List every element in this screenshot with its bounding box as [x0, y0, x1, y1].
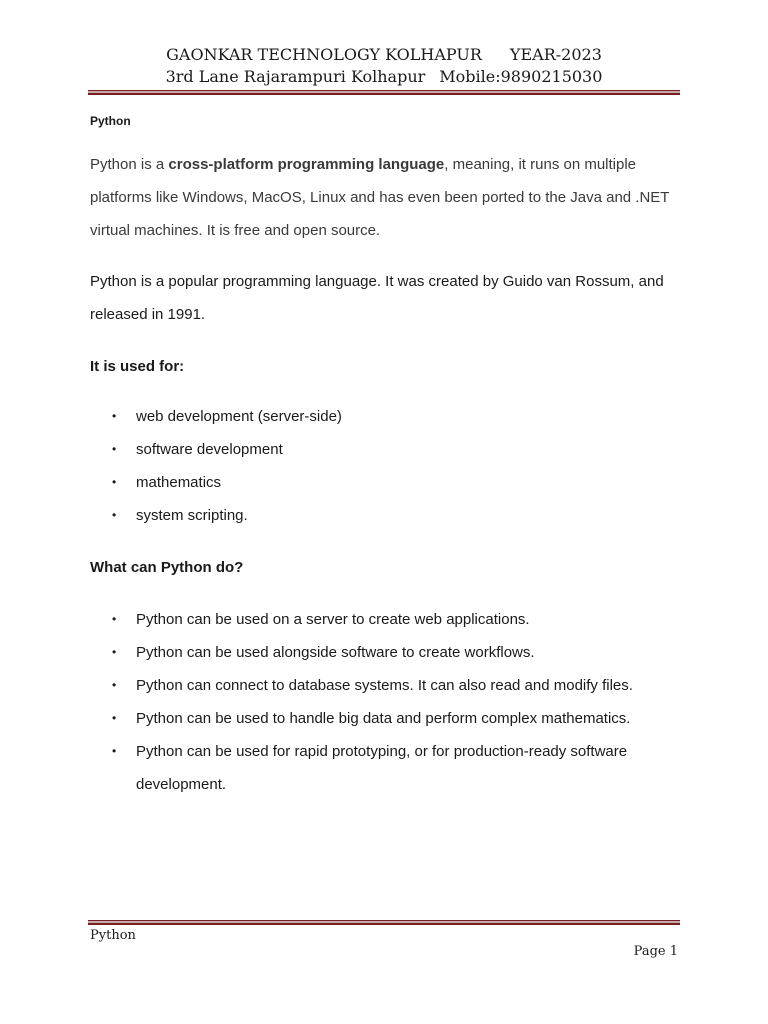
- intro-text-before: Python is a: [90, 156, 169, 173]
- bullet-icon: •: [112, 442, 117, 456]
- intro-paragraph: [90, 148, 690, 247]
- company-mobile: Mobile:9890215030: [439, 67, 603, 86]
- bullet-icon: •: [112, 612, 117, 626]
- page-number: Page 1: [633, 944, 678, 959]
- company-name: GAONKAR TECHNOLOGY KOLHAPUR: [166, 45, 482, 64]
- list-item: [90, 702, 696, 735]
- list-item: [90, 466, 696, 499]
- list-item: [90, 499, 696, 532]
- list-item: [90, 433, 696, 466]
- header-line-2: [0, 66, 768, 88]
- used-for-list-container: [90, 400, 690, 532]
- list-item: [90, 669, 696, 702]
- can-do-list-container: [90, 603, 690, 801]
- header-line-1: [0, 44, 768, 66]
- list-item-text: Python can be used for rapid prototyping, or for production-ready software development.: [136, 743, 628, 793]
- intro-text-after: , meaning, it runs on multiple platforms like Windows, MacOS, Linux and has even been ported to the Java and .NET virtual machines. It is free and open source.: [90, 156, 670, 239]
- section-label: Python: [90, 114, 131, 128]
- can-do-heading: What can Python do?: [90, 559, 244, 576]
- bullet-icon: •: [112, 475, 117, 489]
- used-for-list: [90, 400, 690, 532]
- list-item-text: software development: [136, 441, 283, 458]
- list-item: [90, 735, 696, 801]
- bullet-icon: •: [112, 744, 117, 758]
- list-item-text: Python can be used on a server to create web applications.: [136, 611, 530, 628]
- list-item-text: Python can be used alongside software to create workflows.: [136, 644, 535, 661]
- footer-title: Python: [90, 928, 136, 943]
- list-item-text: Python can connect to database systems. It can also read and modify files.: [136, 677, 633, 694]
- bullet-icon: •: [112, 711, 117, 725]
- used-for-heading: It is used for:: [90, 358, 185, 375]
- footer-rule: [88, 920, 680, 925]
- bullet-icon: •: [112, 645, 117, 659]
- list-item-text: system scripting.: [136, 507, 248, 524]
- list-item-text: web development (server-side): [136, 408, 342, 425]
- header-year: YEAR-2023: [509, 45, 602, 64]
- bullet-icon: •: [112, 678, 117, 692]
- bullet-icon: •: [112, 508, 117, 522]
- company-address: 3rd Lane Rajarampuri Kolhapur: [165, 67, 426, 86]
- header-rule: [88, 90, 680, 95]
- list-item-text: mathematics: [136, 474, 222, 491]
- list-item: [90, 400, 696, 433]
- can-do-list: [90, 603, 690, 801]
- list-item-text: Python can be used to handle big data and perform complex mathematics.: [136, 710, 631, 727]
- list-item: [90, 603, 696, 636]
- history-paragraph: Python is a popular programming language. It was created by Guido van Rossum, and released in 1991.: [90, 273, 664, 323]
- bullet-icon: •: [112, 409, 117, 423]
- intro-text-bold: cross-platform programming language: [168, 156, 445, 173]
- page-header: [0, 44, 768, 88]
- list-item: [90, 636, 696, 669]
